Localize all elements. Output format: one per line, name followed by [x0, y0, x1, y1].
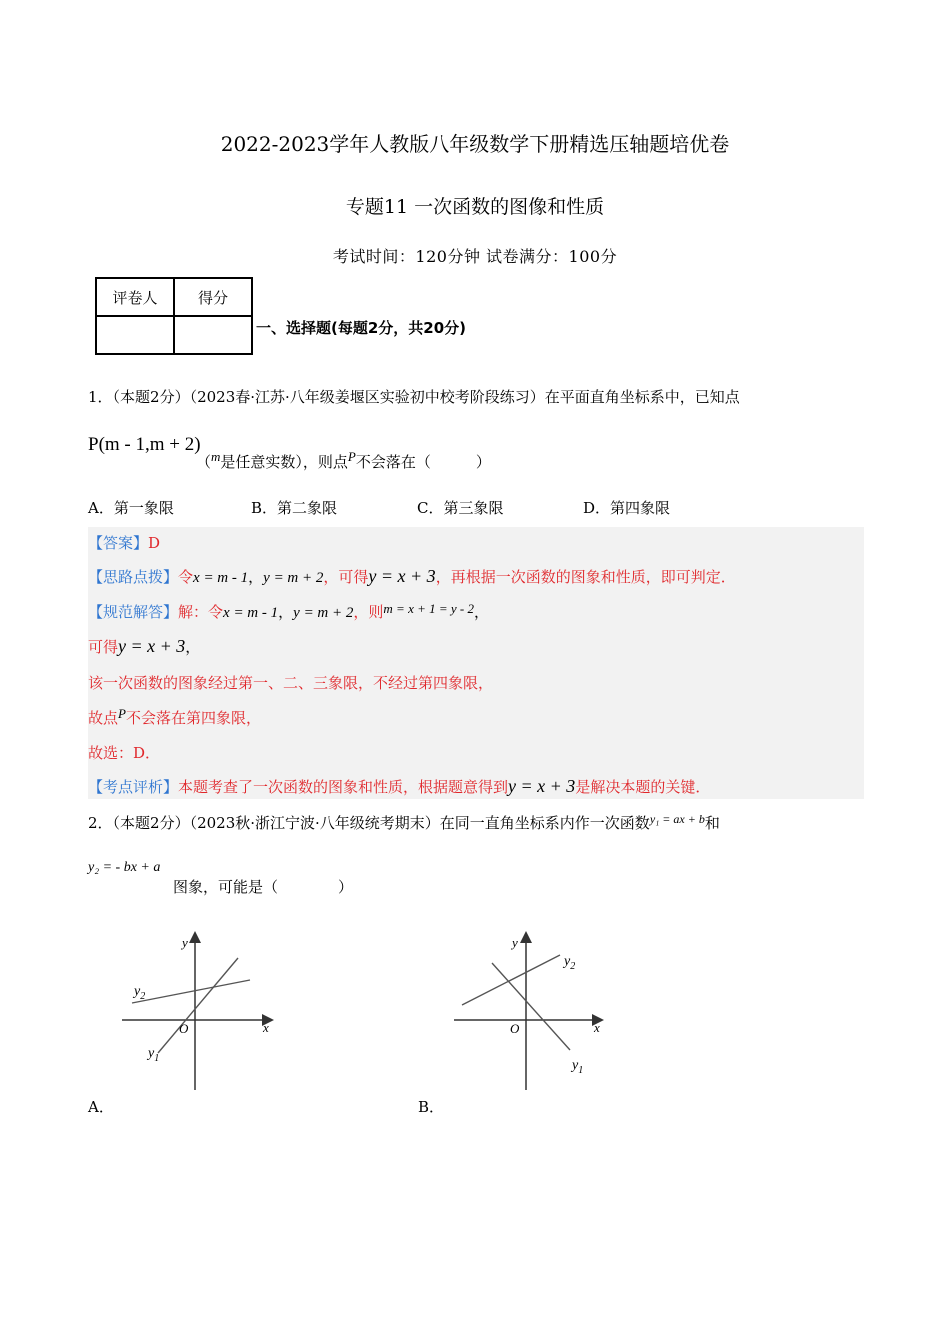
- q1-option-d[interactable]: D．第四象限: [583, 499, 671, 517]
- q1-solution-line-c: [88, 706, 261, 728]
- graph-b-y1-letter: y: [572, 1058, 579, 1073]
- q1-stem-text-b: 是任意实数），则点: [220, 453, 348, 471]
- hint-expr-3: y = x + 3: [368, 566, 436, 586]
- graph-b-y2-label: [562, 954, 575, 972]
- hint-label: 【思路点拨】: [88, 568, 179, 586]
- graph-a-y1-sub: 1: [154, 1053, 160, 1064]
- solution-expr-3: m = x + 1 = y - 2: [383, 601, 474, 616]
- hint-sep: ，: [248, 568, 264, 586]
- q2-expr-y2: y₂ = - bx + a: [88, 860, 161, 875]
- review-text-2: 是解决本题的关键．: [575, 778, 711, 796]
- graph-a-axis-y-label: y: [182, 935, 188, 950]
- q1-solution-line: [88, 601, 489, 622]
- line-c-var-p: P: [118, 706, 126, 721]
- paper-subtitle: 专题11 一次函数的图像和性质: [345, 196, 605, 218]
- review-label: 【考点评析】: [88, 778, 179, 796]
- graph-b-y2-letter: y: [564, 954, 571, 969]
- q1-option-b[interactable]: B．第二象限: [251, 499, 338, 517]
- graph-b-y1-label: [570, 1058, 583, 1076]
- graph-a-axis-x-label: x: [263, 1020, 269, 1035]
- solution-expr-1: x = m - 1: [223, 605, 279, 621]
- line-a-text: 可得: [88, 638, 119, 656]
- q1-var-p: P: [347, 449, 356, 464]
- graph-a-y1-letter: y: [148, 1046, 155, 1061]
- graph-a-origin: O: [179, 1021, 189, 1036]
- hint-text-1: 令: [178, 568, 194, 586]
- q2-stem-line1: [88, 812, 720, 833]
- review-text-1: 本题考查了一次函数的图象和性质，根据题意得到: [178, 778, 509, 796]
- line-a-expr: y = x + 3: [118, 636, 186, 656]
- exam-info: 考试时间：120分钟 试卷满分：100分: [332, 247, 618, 266]
- line-c-text-2: 不会落在第四象限，: [125, 709, 261, 727]
- solution-sep: ，: [278, 603, 294, 621]
- q2-stem-text: 2．（本题2分）（2023秋·浙江宁波·八年级统考期末）在同一直角坐标系内作一次函数: [88, 814, 650, 832]
- q1-stem-line2: [196, 449, 491, 472]
- q1-answer-line: [88, 532, 160, 553]
- graph-a-y2-letter: y: [134, 984, 141, 999]
- hint-text-3: ，再根据一次函数的图象和性质，即可判定．: [435, 568, 736, 586]
- score-table: [95, 277, 253, 355]
- solution-expr-2: y = m + 2: [293, 605, 354, 621]
- graph-a-line-y1: [158, 958, 238, 1053]
- graph-b-line-y1: [492, 963, 570, 1050]
- q1-var-m: m: [211, 449, 221, 464]
- graph-a-line-y2: [132, 980, 250, 1003]
- section-title: 一、选择题(每题2分，共20分): [256, 319, 467, 337]
- answer-label: 【答案】: [88, 534, 149, 552]
- answer-value: D: [148, 534, 161, 552]
- score-table-score-cell: [174, 316, 252, 354]
- score-table-header-score: 得分: [174, 278, 252, 316]
- q1-option-c[interactable]: C．第三象限: [417, 499, 504, 517]
- graph-a-y2-label: [132, 984, 145, 1002]
- graph-b-axis-y-label: y: [512, 935, 518, 950]
- q1-point-expression: P(m - 1,m + 2): [88, 434, 201, 455]
- hint-text-2: ，可得: [323, 568, 369, 586]
- q1-solution-line-d: 故选：D．: [88, 744, 161, 762]
- graph-b-line-y2: [462, 955, 560, 1005]
- score-table-grader-cell: [96, 316, 174, 354]
- q1-stem-line1: 1．（本题2分）（2023春·江苏·八年级姜堰区实验初中校考阶段练习）在平面直角坐标系中，已知点: [88, 388, 740, 406]
- graph-b-option-label[interactable]: B．: [418, 1098, 445, 1116]
- q1-stem-paren: （: [196, 453, 212, 471]
- solution-label: 【规范解答】: [88, 603, 179, 621]
- graph-b-origin: O: [510, 1021, 520, 1036]
- graph-a[interactable]: [110, 925, 290, 1095]
- solution-text-1: 解：令: [178, 603, 224, 621]
- solution-text-2: ，则: [353, 603, 384, 621]
- hint-expr-2: y = m + 2: [263, 570, 324, 586]
- graph-b-y1-sub: 1: [578, 1065, 584, 1076]
- q1-review-line: [88, 776, 710, 797]
- graph-b-y2-sub: 2: [570, 961, 576, 972]
- graph-a-option-label[interactable]: A．: [88, 1098, 114, 1116]
- graph-a-y2-sub: 2: [140, 991, 146, 1002]
- q2-stem-and: 和: [704, 814, 720, 832]
- graph-b-axis-x-label: x: [594, 1020, 600, 1035]
- q1-hint-line: [88, 566, 736, 587]
- q2-expr-y1: y₁ = ax + b: [649, 812, 705, 826]
- q1-solution-line-a: [88, 636, 200, 657]
- q1-solution-line-b: 该一次函数的图象经过第一、二、三象限，不经过第四象限，: [88, 674, 494, 692]
- paper-title: 2022-2023学年人教版八年级数学下册精选压轴题培优卷: [220, 132, 730, 156]
- solution-text-3: ，: [473, 603, 489, 621]
- graph-b[interactable]: [440, 925, 620, 1095]
- score-table-header-grader: 评卷人: [96, 278, 174, 316]
- q1-stem-text-c: 不会落在（ ）: [355, 453, 491, 471]
- graph-a-y1-label: [146, 1046, 159, 1064]
- line-a-end: ，: [185, 638, 201, 656]
- review-expr: y = x + 3: [508, 776, 576, 796]
- hint-expr-1: x = m - 1: [193, 570, 249, 586]
- q2-stem-line2: 图象，可能是（ ）: [173, 878, 354, 896]
- q1-option-a[interactable]: A．第一象限: [88, 499, 174, 517]
- line-c-text-1: 故点: [88, 709, 119, 727]
